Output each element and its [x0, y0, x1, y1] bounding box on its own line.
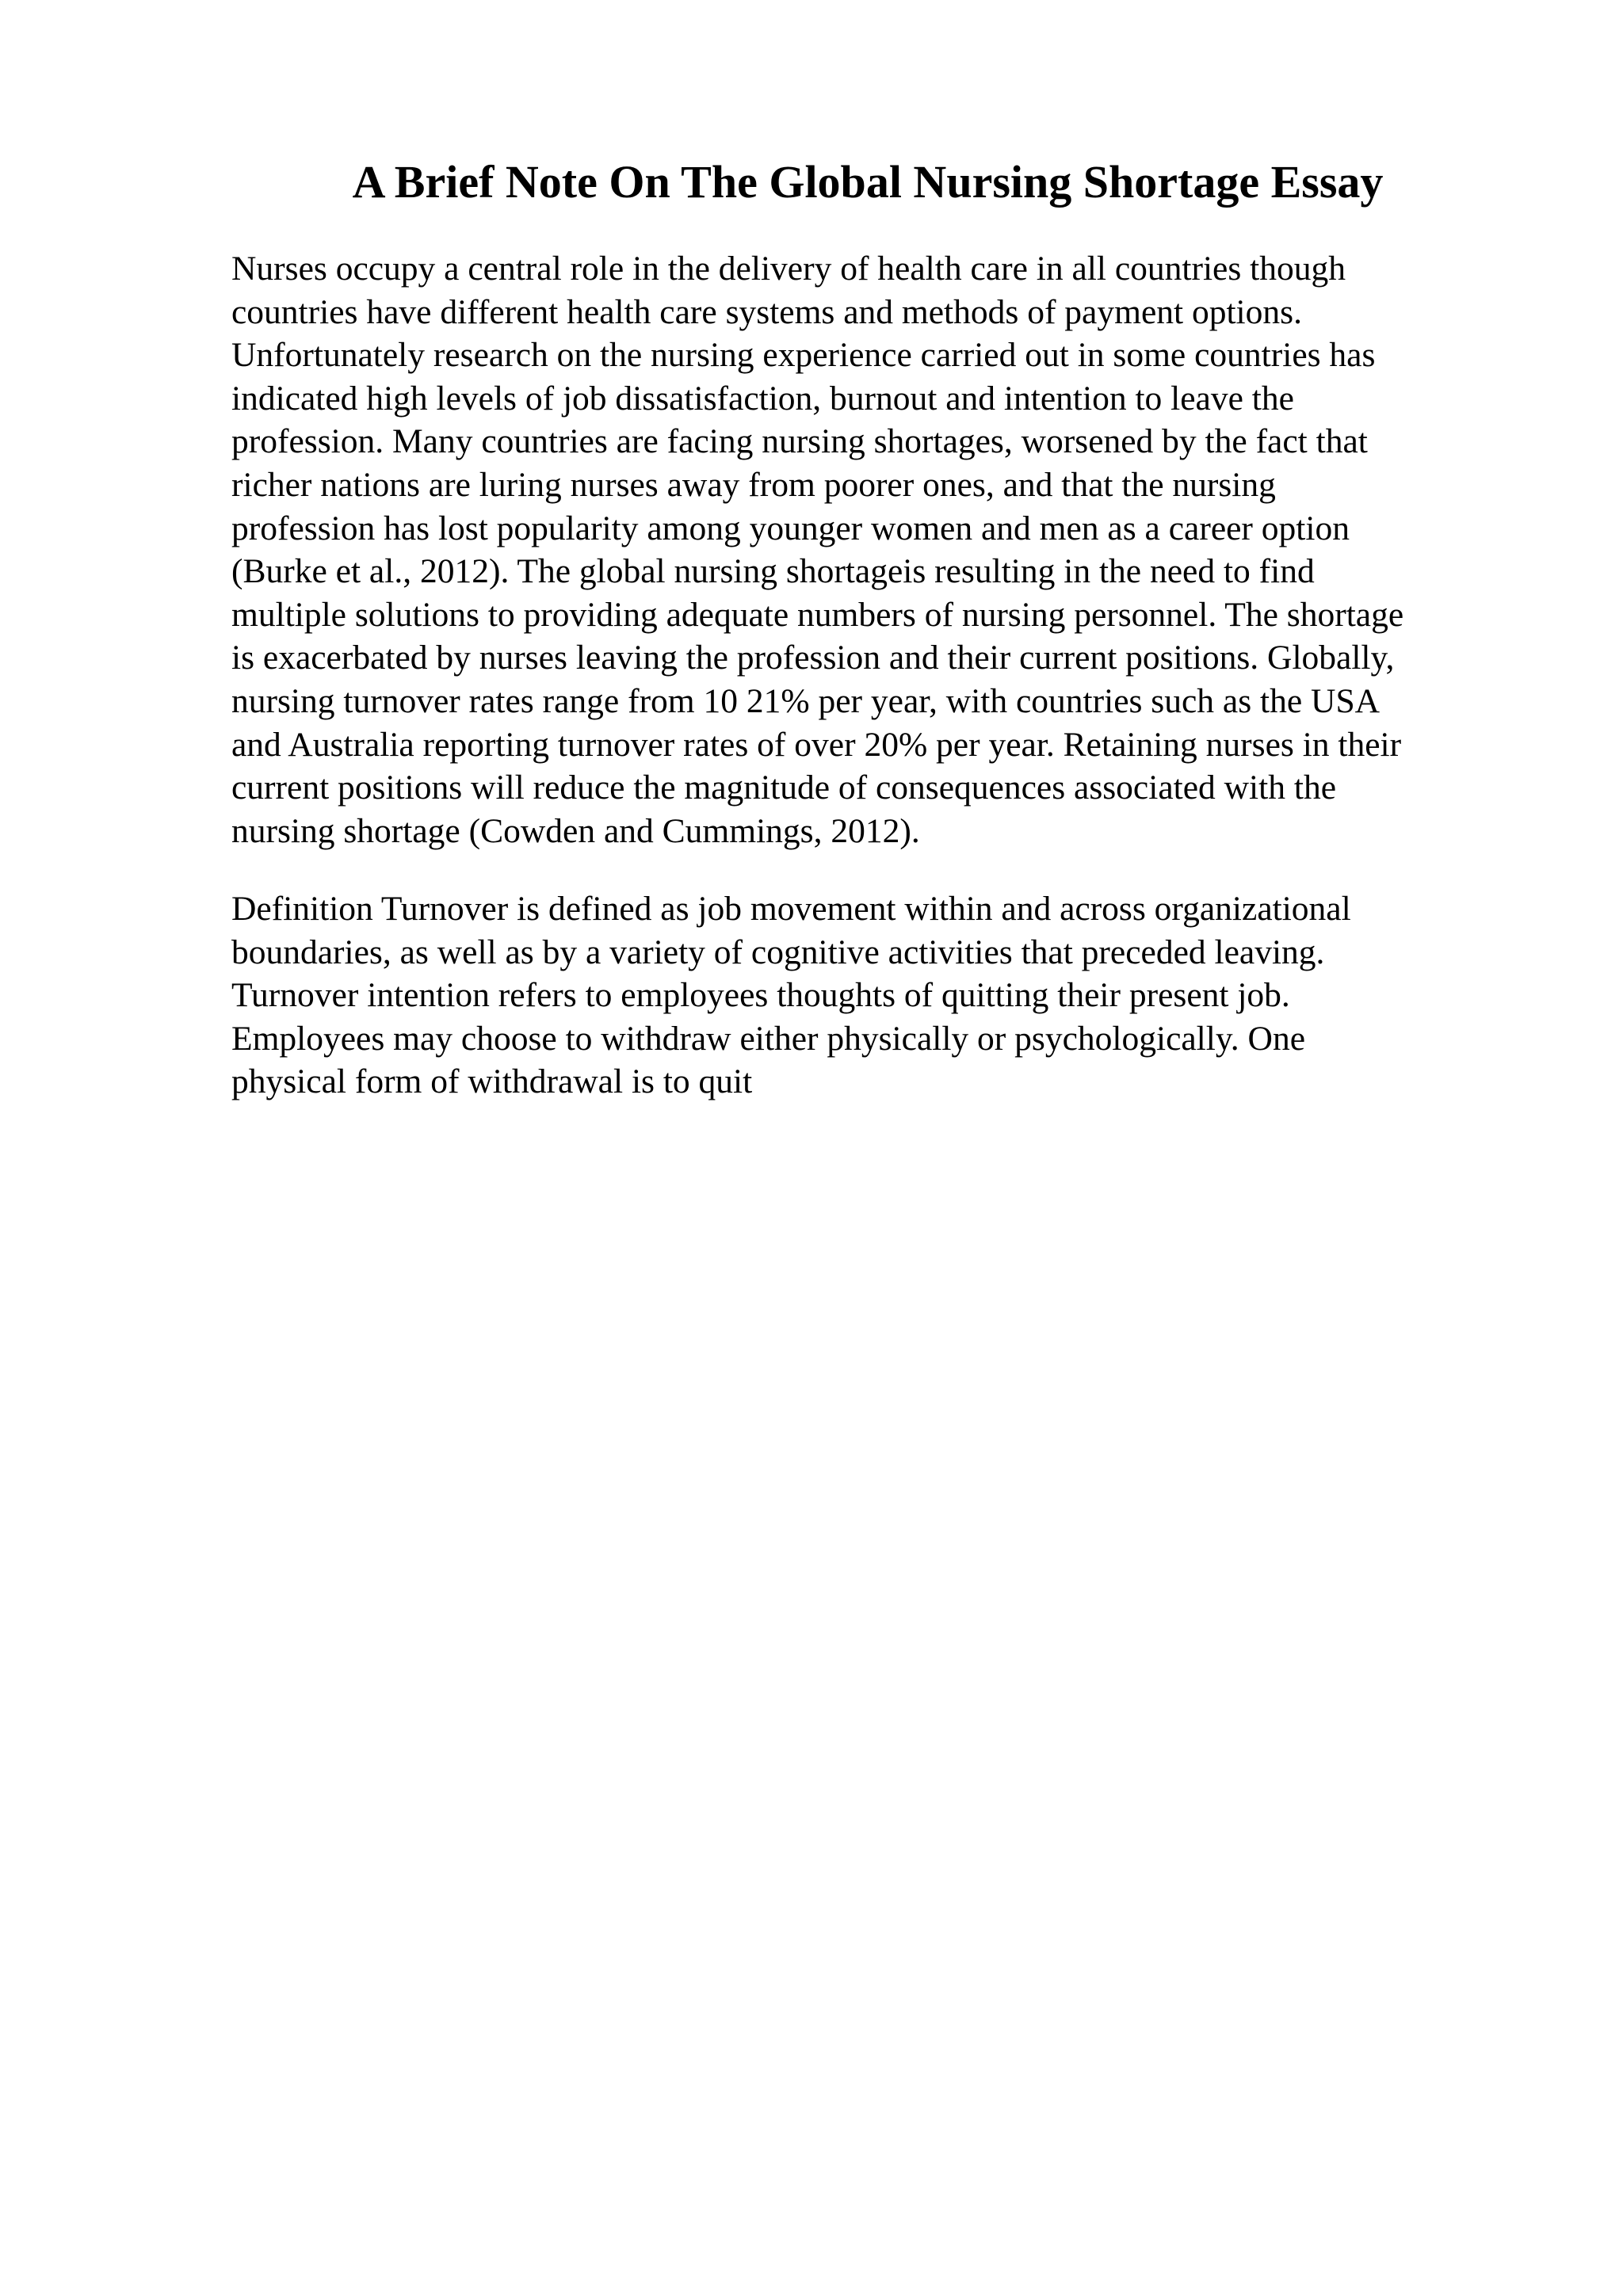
text-line: and Australia reporting turnover rates of over 20% per year. Retaining nurses in their [231, 725, 1402, 764]
text-line: profession. Many countries are facing nursing shortages, worsened by the fact that [231, 422, 1368, 461]
text-line: boundaries, as well as by a variety of cognitive activities that preceded leaving. [231, 933, 1325, 971]
text-line: is exacerbated by nurses leaving the profession and their current positions. Globally, [231, 639, 1395, 677]
text-line: current positions will reduce the magnitude of consequences associated with the [231, 769, 1336, 807]
text-line: profession has lost popularity among younger women and men as a career option [231, 509, 1350, 547]
page-title: A Brief Note On The Global Nursing Shortage Essay [352, 156, 1384, 208]
text-line: Employees may choose to withdraw either physically or psychologically. One [231, 1019, 1305, 1058]
text-line: physical form of withdrawal is to quit [231, 1062, 753, 1101]
text-line: Definition Turnover is defined as job movement within and across organizational [231, 890, 1351, 928]
text-line: Nurses occupy a central role in the delivery of health care in all countries though [231, 250, 1346, 288]
text-line: nursing turnover rates range from 10 21% per year, with countries such as the USA [231, 681, 1381, 720]
text-line: Turnover intention refers to employees thoughts of quitting their present job. [231, 976, 1290, 1015]
paragraph-intro [231, 247, 1531, 852]
text-line: indicated high levels of job dissatisfaction, burnout and intention to leave the [231, 379, 1294, 418]
text-line: countries have different health care systems and methods of payment options. [231, 292, 1302, 331]
text-line: (Burke et al., 2012). The global nursing shortageis resulting in the need to find [231, 552, 1315, 591]
text-line: multiple solutions to providing adequate numbers of nursing personnel. The shortage [231, 595, 1404, 634]
text-line: richer nations are luring nurses away from poorer ones, and that the nursing [231, 465, 1276, 504]
text-line: Unfortunately research on the nursing experience carried out in some countries has [231, 336, 1376, 375]
paragraph-definition [231, 887, 1531, 1104]
text-line: nursing shortage (Cowden and Cummings, 2012). [231, 811, 920, 850]
